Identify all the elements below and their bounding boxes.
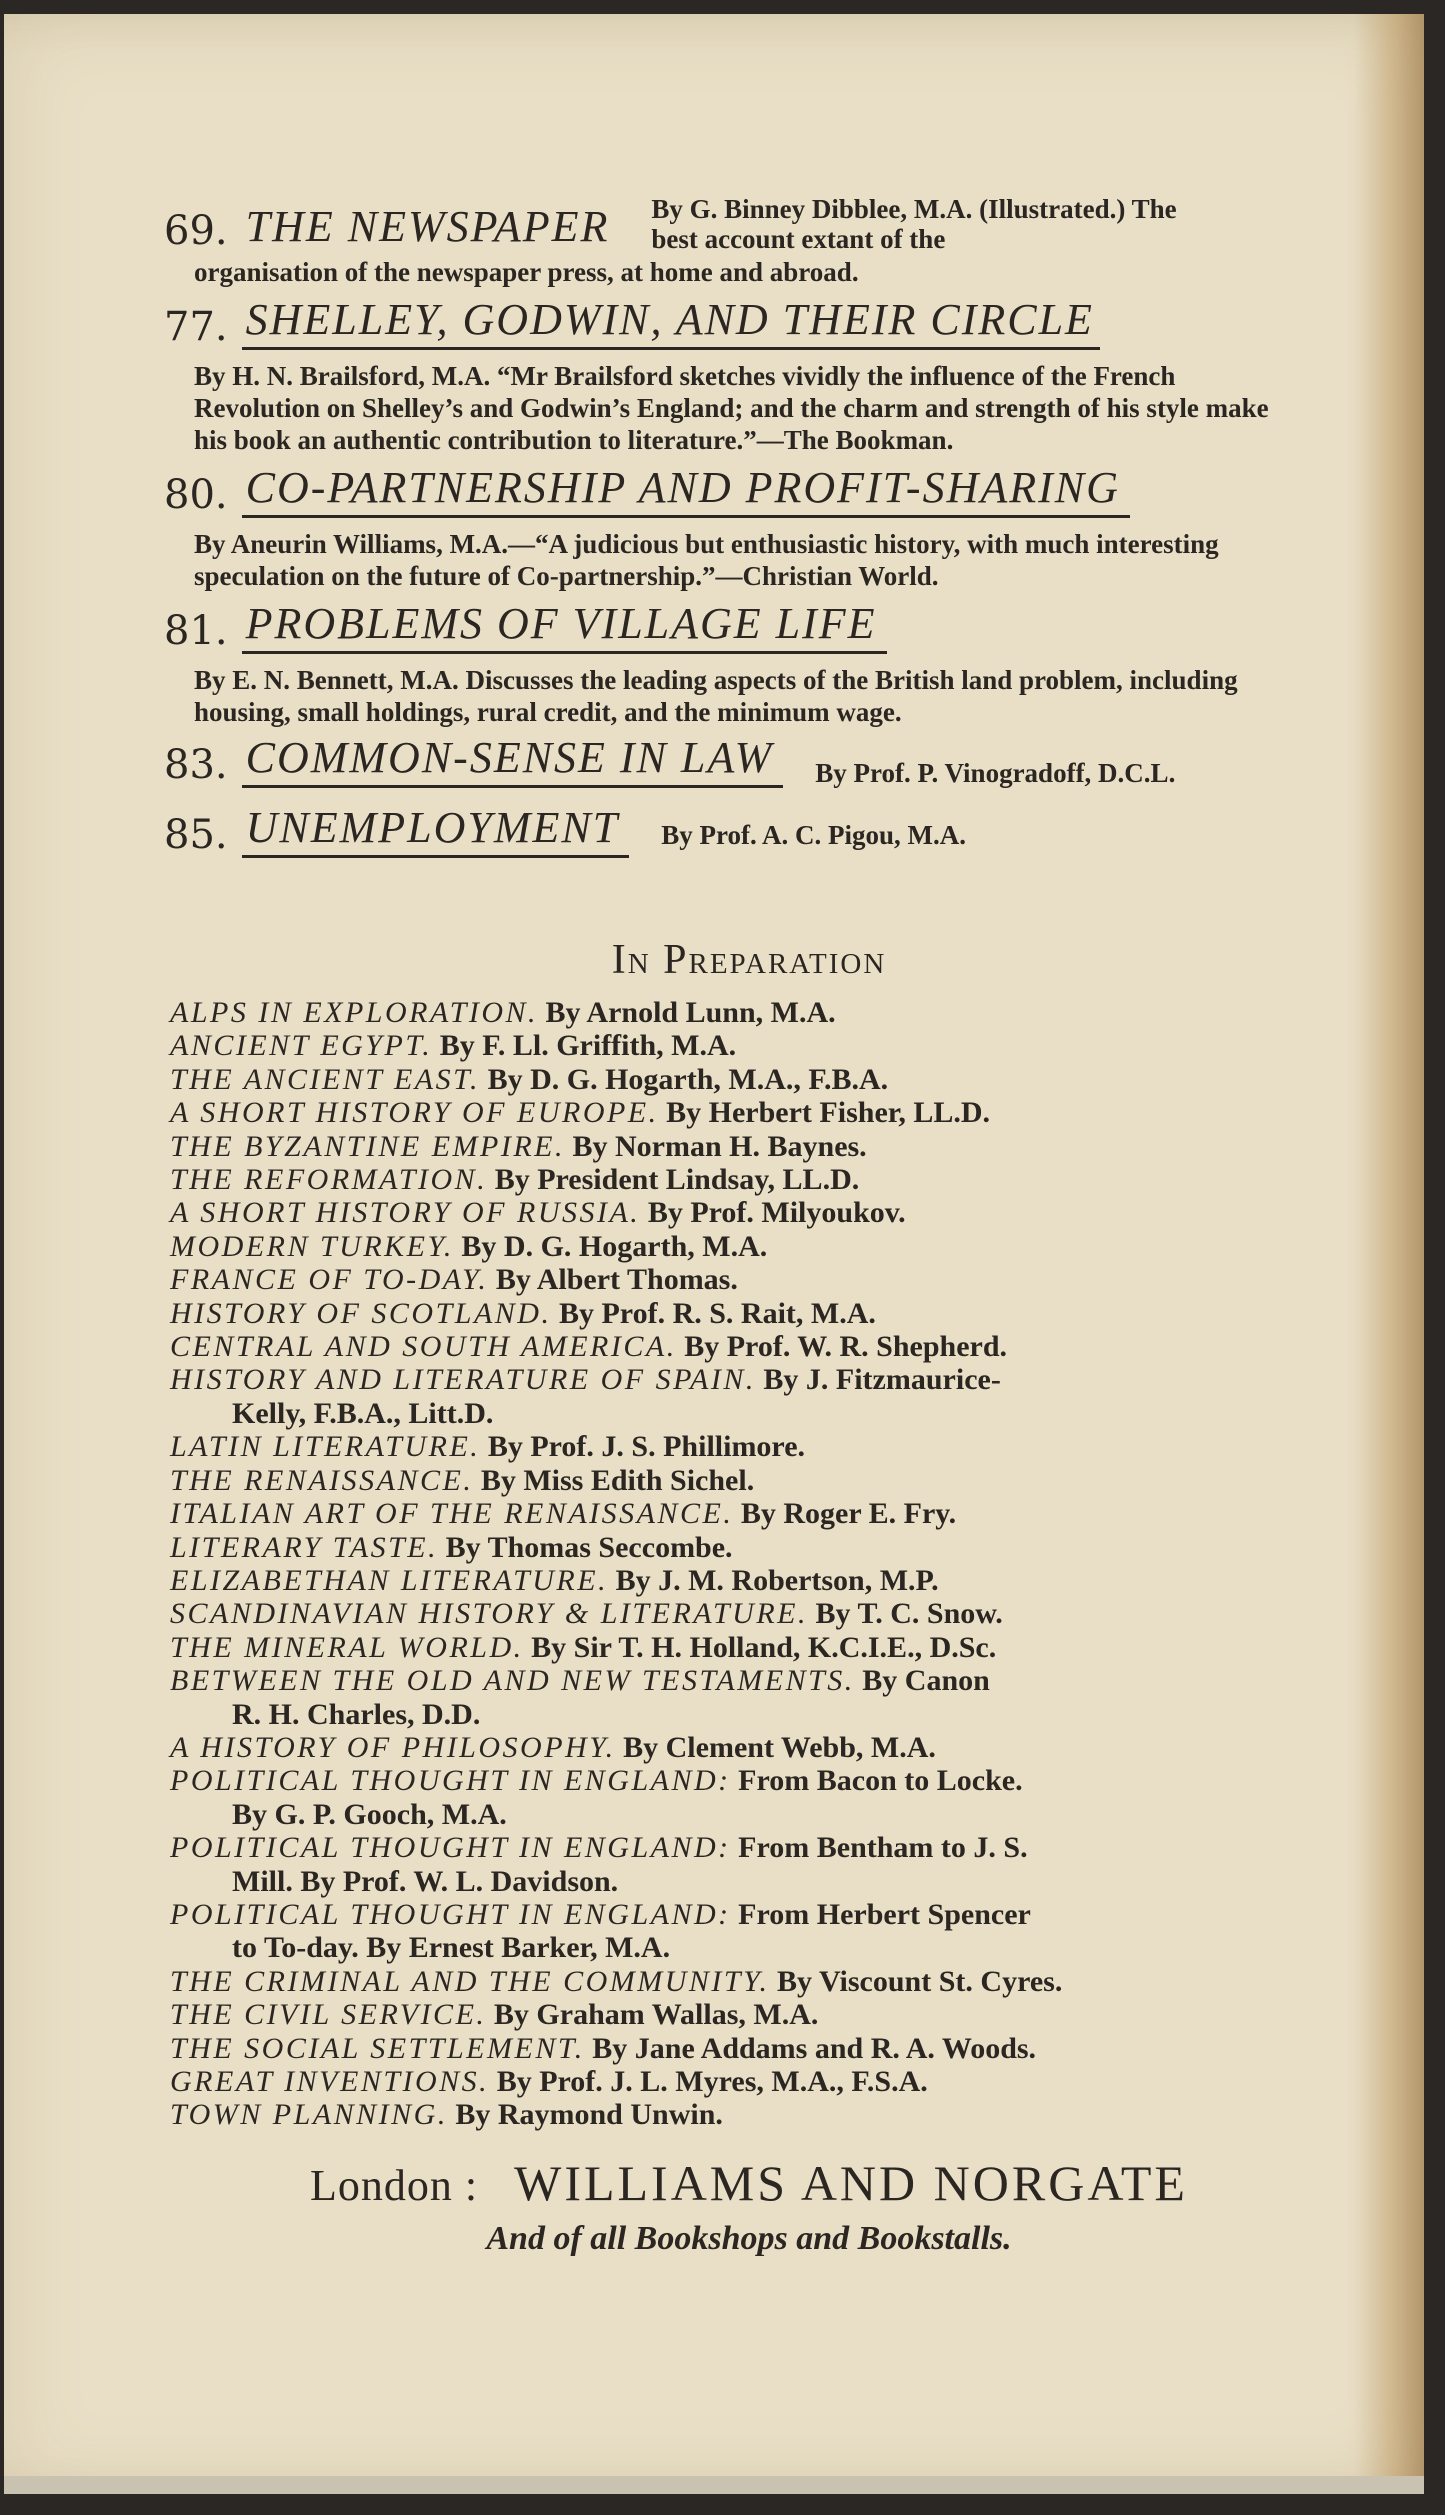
preparation-continuation: Kelly, F.B.A., Litt.D. xyxy=(232,1396,494,1430)
entry-author-note: By Prof. P. Vinogradoff, D.C.L. xyxy=(815,758,1176,788)
preparation-title: FRANCE OF TO-DAY. xyxy=(170,1263,489,1297)
preparation-title: POLITICAL THOUGHT IN ENGLAND: xyxy=(170,1764,731,1798)
preparation-title: THE MINERAL WORLD. xyxy=(170,1630,524,1664)
preparation-title: ELIZABETHAN LITERATURE. xyxy=(170,1563,609,1597)
preparation-author: By Albert Thomas. xyxy=(495,1263,738,1297)
preparation-title: GREAT INVENTIONS. xyxy=(170,2065,490,2098)
preparation-item xyxy=(170,1063,1334,1096)
preparation-item xyxy=(170,1464,1334,1497)
preparation-item xyxy=(170,1263,1334,1296)
preparation-continuation: to To-day. By Ernest Barker, M.A. xyxy=(232,1931,671,1965)
preparation-title: BETWEEN THE OLD AND NEW TESTAMENTS. xyxy=(170,1664,855,1698)
preparation-author: By Prof. W. R. Shepherd. xyxy=(684,1330,1008,1364)
preparation-item xyxy=(170,2098,1334,2131)
entry-title: CO-PARTNERSHIP AND PROFIT-SHARING xyxy=(242,462,1130,518)
preparation-continuation: By G. P. Gooch, M.A. xyxy=(232,1797,507,1831)
preparation-title: TOWN PLANNING. xyxy=(170,2098,448,2132)
preparation-item xyxy=(170,1998,1334,2031)
preparation-item xyxy=(170,1330,1334,1363)
preparation-author: By Canon xyxy=(862,1664,990,1698)
preparation-title: SCANDINAVIAN HISTORY & LITERATURE. xyxy=(170,1597,808,1631)
entry-number: 69. xyxy=(164,208,228,254)
book-page xyxy=(4,14,1424,2494)
preparation-item xyxy=(170,1831,1334,1898)
entry-author-note: By G. Binney Dibblee, M.A. (Illustrated.) The best account extant of the xyxy=(651,194,1177,254)
preparation-continuation: Mill. By Prof. W. L. Davidson. xyxy=(232,1864,619,1898)
entry-number: 81. xyxy=(164,608,228,654)
entry-description: By H. N. Brailsford, M.A. “Mr Brailsford sketches vividly the influence of the French Revolution on Shelley’s and Godwin’s England; and the charm and strength of his style make his book an authentic contribution to literature.”—The Bookman. xyxy=(194,361,1269,455)
preparation-item xyxy=(170,1230,1334,1263)
series-entries xyxy=(164,194,1334,858)
entry-description: By Aneurin Williams, M.A.—“A judicious but enthusiastic history, with much interesting speculation on the future of Co-partnership.”—Christian World. xyxy=(194,529,1219,591)
preparation-title: LATIN LITERATURE. xyxy=(170,1430,481,1464)
publisher-name: WILLIAMS AND NORGATE xyxy=(514,2154,1188,2211)
preparation-author: By Sir T. H. Holland, K.C.I.E., D.Sc. xyxy=(531,1630,997,1664)
preparation-item xyxy=(170,1531,1334,1564)
preparation-author: By J. M. Robertson, M.P. xyxy=(615,1563,939,1597)
preparation-title: MODERN TURKEY. xyxy=(170,1229,454,1263)
entry-number: 83. xyxy=(164,742,228,788)
preparation-author: By D. G. Hogarth, M.A., F.B.A. xyxy=(487,1062,889,1096)
preparation-item xyxy=(170,2065,1334,2098)
preparation-author: By Clement Webb, M.A. xyxy=(623,1730,936,1764)
preparation-continuation: R. H. Charles, D.D. xyxy=(232,1697,481,1731)
preparation-item xyxy=(170,1597,1334,1630)
entry-title: COMMON-SENSE IN LAW xyxy=(242,732,784,788)
preparation-item xyxy=(170,1898,1334,1965)
preparation-item xyxy=(170,1363,1334,1430)
preparation-item xyxy=(170,1297,1334,1330)
entry-81 xyxy=(164,598,1334,728)
entry-85 xyxy=(164,802,1334,858)
preparation-title: CENTRAL AND SOUTH AMERICA. xyxy=(170,1330,677,1364)
preparation-author: By Raymond Unwin. xyxy=(455,2098,723,2132)
preparation-item xyxy=(170,2032,1334,2065)
preparation-author: By J. Fitzmaurice- xyxy=(763,1363,1001,1397)
preparation-title: A SHORT HISTORY OF EUROPE. xyxy=(170,1096,659,1130)
entry-83 xyxy=(164,732,1334,788)
preparation-title: A HISTORY OF PHILOSOPHY. xyxy=(170,1730,616,1764)
preparation-author: From Bentham to J. S. xyxy=(738,1831,1028,1865)
in-preparation-list xyxy=(164,996,1334,2132)
entry-title: PROBLEMS OF VILLAGE LIFE xyxy=(242,598,887,654)
preparation-item xyxy=(170,1130,1334,1163)
page-bottom-edge xyxy=(4,2476,1424,2494)
preparation-author: By Norman H. Baynes. xyxy=(572,1129,867,1163)
preparation-author: By D. G. Hogarth, M.A. xyxy=(461,1229,768,1263)
preparation-title: ANCIENT EGYPT. xyxy=(170,1029,433,1063)
preparation-title: A SHORT HISTORY OF RUSSIA. xyxy=(170,1196,641,1230)
preparation-title: THE SOCIAL SETTLEMENT. xyxy=(170,2031,585,2065)
preparation-author: By T. C. Snow. xyxy=(815,1597,1003,1631)
entry-title: UNEMPLOYMENT xyxy=(242,802,630,858)
in-preparation-heading: In Preparation xyxy=(611,937,887,983)
entry-description: By E. N. Bennett, M.A. Discusses the leading aspects of the British land problem, including housing, small holdings, rural credit, and the minimum wage. xyxy=(194,665,1238,727)
preparation-author: By Prof. J. L. Myres, M.A., F.S.A. xyxy=(496,2065,928,2098)
preparation-item xyxy=(170,1965,1334,1998)
preparation-author: By Arnold Lunn, M.A. xyxy=(545,996,836,1029)
page-edge-stain xyxy=(1354,14,1424,2494)
preparation-author: By Prof. J. S. Phillimore. xyxy=(487,1430,806,1464)
preparation-author: By Roger E. Fry. xyxy=(740,1497,957,1531)
entry-number: 80. xyxy=(164,472,228,518)
preparation-item xyxy=(170,1664,1334,1731)
preparation-title: THE REFORMATION. xyxy=(170,1163,488,1197)
entry-author-note: By Prof. A. C. Pigou, M.A. xyxy=(661,820,966,850)
entry-description: organisation of the newspaper press, at home and abroad. xyxy=(194,257,859,287)
preparation-author: By President Lindsay, LL.D. xyxy=(494,1163,860,1197)
publisher-tagline: And of all Bookshops and Bookstalls. xyxy=(486,2219,1012,2257)
preparation-title: THE RENAISSANCE. xyxy=(170,1463,474,1497)
preparation-title: POLITICAL THOUGHT IN ENGLAND: xyxy=(170,1897,731,1931)
preparation-author: From Herbert Spencer xyxy=(738,1897,1031,1931)
preparation-title: ITALIAN ART OF THE RENAISSANCE. xyxy=(170,1497,734,1531)
publisher-footer xyxy=(164,2154,1334,2258)
preparation-title: HISTORY AND LITERATURE OF SPAIN. xyxy=(170,1363,756,1397)
preparation-item xyxy=(170,1163,1334,1196)
preparation-item xyxy=(170,1631,1334,1664)
preparation-item xyxy=(170,996,1334,1029)
preparation-author: By Viscount St. Cyres. xyxy=(777,1964,1063,1998)
preparation-title: THE ANCIENT EAST. xyxy=(170,1062,481,1096)
entry-title: THE NEWSPAPER xyxy=(245,202,610,251)
preparation-author: From Bacon to Locke. xyxy=(738,1764,1023,1798)
preparation-item xyxy=(170,1430,1334,1463)
page-content xyxy=(164,194,1334,2258)
preparation-item xyxy=(170,1196,1334,1229)
preparation-title: THE CRIMINAL AND THE COMMUNITY. xyxy=(170,1964,770,1998)
preparation-author: By Prof. R. S. Rait, M.A. xyxy=(558,1296,876,1330)
preparation-author: By Miss Edith Sichel. xyxy=(480,1463,755,1497)
preparation-author: By Jane Addams and R. A. Woods. xyxy=(592,2031,1037,2065)
preparation-title: THE BYZANTINE EMPIRE. xyxy=(170,1129,565,1163)
entry-title: SHELLEY, GODWIN, AND THEIR CIRCLE xyxy=(242,294,1100,350)
preparation-item xyxy=(170,1497,1334,1530)
preparation-item xyxy=(170,1564,1334,1597)
preparation-author: By Thomas Seccombe. xyxy=(445,1530,733,1564)
preparation-author: By Herbert Fisher, LL.D. xyxy=(666,1096,991,1130)
preparation-title: HISTORY OF SCOTLAND. xyxy=(170,1296,552,1330)
preparation-item xyxy=(170,1764,1334,1831)
preparation-item xyxy=(170,1029,1334,1062)
entry-number: 77. xyxy=(164,304,228,350)
entry-69 xyxy=(164,194,1334,288)
preparation-item xyxy=(170,1731,1334,1764)
entry-number: 85. xyxy=(164,812,228,858)
preparation-author: By F. Ll. Griffith, M.A. xyxy=(439,1029,737,1063)
preparation-author: By Prof. Milyoukov. xyxy=(647,1196,906,1230)
entry-77 xyxy=(164,294,1334,456)
preparation-title: LITERARY TASTE. xyxy=(170,1530,439,1564)
preparation-title: THE CIVIL SERVICE. xyxy=(170,1998,487,2032)
entry-80 xyxy=(164,462,1334,592)
preparation-author: By Graham Wallas, M.A. xyxy=(493,1998,819,2032)
preparation-title: ALPS IN EXPLORATION. xyxy=(170,996,539,1029)
preparation-item xyxy=(170,1096,1334,1129)
london-label: London : xyxy=(310,2160,479,2210)
preparation-title: POLITICAL THOUGHT IN ENGLAND: xyxy=(170,1831,731,1865)
